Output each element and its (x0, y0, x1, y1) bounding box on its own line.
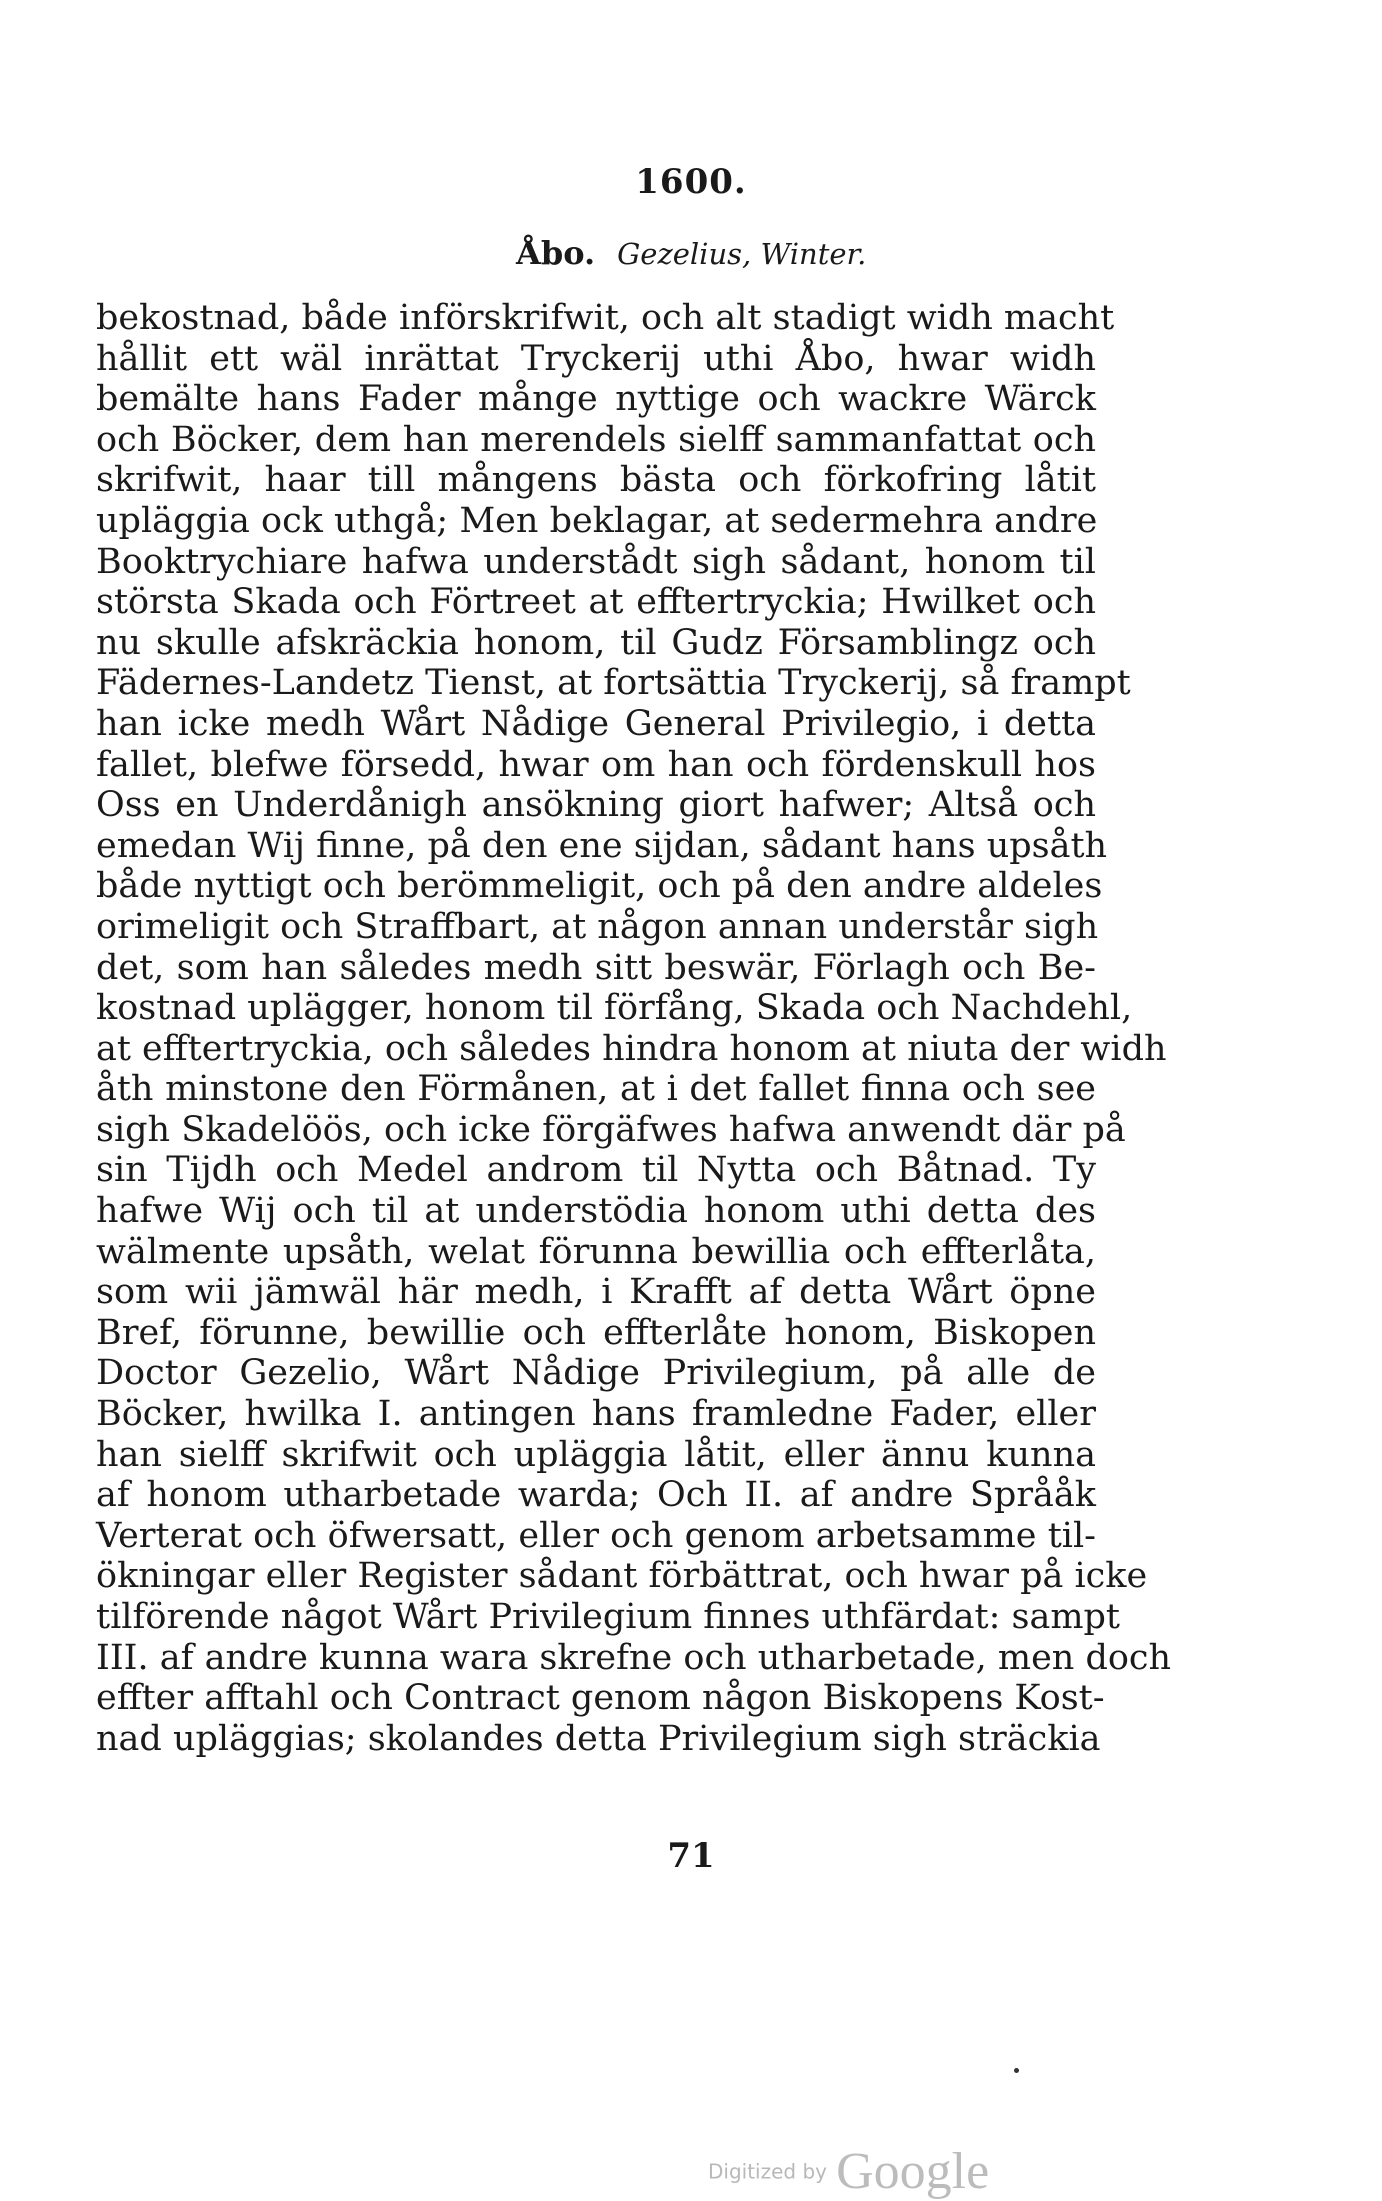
body-text (96, 298, 1172, 1759)
text-line: Doctor Gezelio, Wårt Nådige Privilegium, på alle de (96, 1353, 1096, 1394)
text-line: emedan Wij finne, på den ene sijdan, sådant hans upsåth (96, 825, 1108, 866)
text-line: at efftertryckia, och således hindra honom at niuta der widh (96, 1028, 1167, 1069)
text-line: åth minstone den Förmånen, at i det fallet finna och see (96, 1069, 1096, 1110)
text-line: tilförende något Wårt Privilegium finnes uthfärdat: sampt (96, 1597, 1120, 1637)
text-line: hållit ett wäl inrättat Tryckerij uthi Åbo, hwar widh (96, 338, 1096, 379)
text-line: fallet, blefwe försedd, hwar om han och fördenskull hos (96, 744, 1096, 785)
text-line: Bref, förunne, bewillie och effterlåte honom, Biskopen (96, 1312, 1096, 1353)
text-line: nu skulle afskräckia honom, til Gudz Församblingz och (96, 622, 1096, 663)
text-line: han sielff skrifwit och upläggia låtit, eller ännu kunna (96, 1434, 1096, 1475)
text-line: största Skada och Förtreet at efftertryckia; Hwilket och (96, 582, 1096, 623)
text-line: sigh Skadelöös, och icke förgäfwes hafwa anwendt där på (96, 1109, 1126, 1150)
text-line: effter afftahl och Contract genom någon Biskopens Kost- (96, 1678, 1105, 1719)
printer-names: Gezelius, Winter. (617, 237, 867, 271)
text-line: upläggia ock uthgå; Men beklagar, at sedermehra andre (96, 500, 1098, 541)
text-line: III. af andre kunna wara skrefne och utharbetade, men doch (96, 1637, 1172, 1678)
text-line: orimeligit och Straffbart, at någon annan understår sigh (96, 906, 1099, 947)
text-line: Booktrychiare hafwa understådt sigh sådant, honom til (96, 541, 1096, 582)
running-header (516, 234, 866, 272)
ink-speck (1014, 2068, 1019, 2073)
text-line: ökningar eller Register sådant förbättrat, och hwar på icke (96, 1556, 1148, 1597)
google-watermark-logo: Google (836, 2143, 990, 2200)
text-line: som wii jämwäl här medh, i Krafft af detta Wårt öpne (96, 1272, 1096, 1313)
text-line: nad upläggias; skolandes detta Privilegium sigh sträckia (96, 1718, 1101, 1759)
text-line: af honom utharbetade warda; Och II. af andre Språåk (96, 1475, 1096, 1516)
text-line: kostnad uplägger, honom til förfång, Skada och Nachdehl, (96, 988, 1133, 1029)
text-line: Oss en Underdånigh ansökning giort hafwer; Altså och (96, 785, 1096, 826)
text-line: bekostnad, både införskrifwit, och alt stadigt widh macht (96, 298, 1115, 338)
text-line: bemälte hans Fader månge nyttige och wackre Wärck (96, 379, 1096, 420)
text-line: Fädernes-Landetz Tienst, at fortsättia Tryckerij, så frampt (96, 663, 1131, 704)
text-line: han icke medh Wårt Nådige General Privilegio, i detta (96, 703, 1096, 744)
text-line: hafwe Wij och til at understödia honom uthi detta des (96, 1191, 1096, 1232)
text-line: sin Tijdh och Medel androm til Nytta och Båtnad. Ty (96, 1150, 1096, 1191)
text-line: Böcker, hwilka I. antingen hans framledne Fader, eller (96, 1394, 1096, 1435)
digitization-watermark (708, 2142, 989, 2201)
place-name: Åbo. (516, 234, 596, 272)
text-line: både nyttigt och berömmeligit, och på den andre aldeles (96, 866, 1103, 907)
text-line: skrifwit, haar till mångens bästa och förkofring låtit (96, 460, 1096, 501)
text-line: och Böcker, dem han merendels sielff sammanfattat och (96, 419, 1096, 460)
text-line: Verterat och öfwersatt, eller och genom arbetsamme til- (96, 1515, 1096, 1556)
page-year-heading: 1600. (635, 162, 747, 202)
text-line: det, som han således medh sitt beswär, Förlagh och Be- (96, 947, 1096, 988)
digitized-by-label: Digitized by (708, 2159, 827, 2184)
page-number: 71 (667, 1836, 715, 1876)
text-line: wälmente upsåth, welat förunna bewillia och effterlåta, (96, 1231, 1096, 1272)
